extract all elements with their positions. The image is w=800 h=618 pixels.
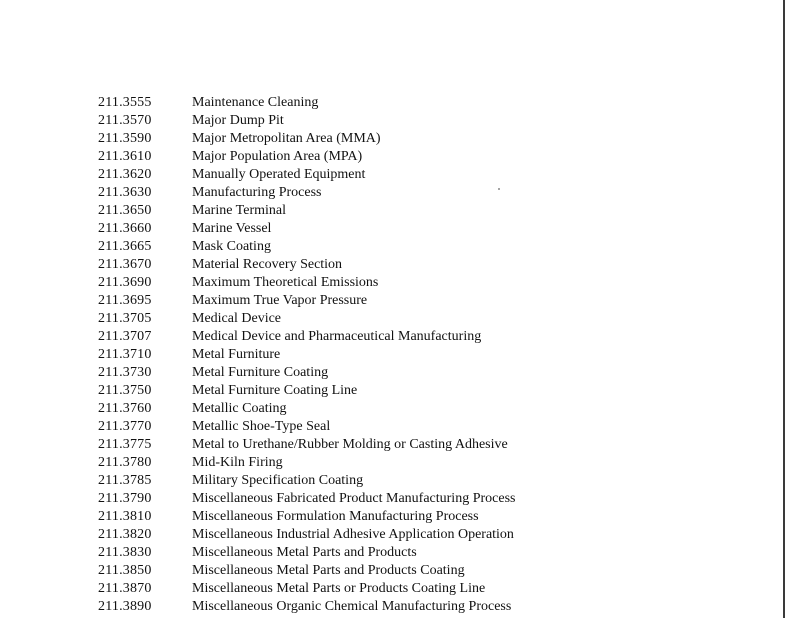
section-number: 211.3610 xyxy=(98,149,152,164)
defined-term: Miscellaneous Industrial Adhesive Application Operation xyxy=(192,527,514,542)
defined-term: Miscellaneous Organic Chemical Manufacturing Process xyxy=(192,599,512,614)
defined-term: Marine Terminal xyxy=(192,203,287,218)
section-number: 211.3890 xyxy=(98,599,152,614)
defined-term: Metal Furniture Coating xyxy=(192,365,329,380)
section-number: 211.3785 xyxy=(98,473,152,488)
definition-entry xyxy=(0,418,780,436)
definition-entry xyxy=(0,292,780,310)
definition-entry xyxy=(0,436,780,454)
definition-entry xyxy=(0,256,780,274)
definition-entry xyxy=(0,364,780,382)
defined-term: Maintenance Cleaning xyxy=(192,95,319,110)
defined-term: Material Recovery Section xyxy=(192,257,343,272)
section-number: 211.3780 xyxy=(98,455,152,470)
defined-term: Maximum Theoretical Emissions xyxy=(192,275,379,290)
defined-term: Metallic Coating xyxy=(192,401,287,416)
definition-entry xyxy=(0,562,780,580)
definition-entry xyxy=(0,238,780,256)
defined-term: Mid-Kiln Firing xyxy=(192,455,283,470)
section-number: 211.3750 xyxy=(98,383,152,398)
defined-term: Medical Device xyxy=(192,311,282,326)
defined-term: Major Metropolitan Area (MMA) xyxy=(192,131,381,146)
defined-term: Manually Operated Equipment xyxy=(192,167,366,182)
defined-term: Maximum True Vapor Pressure xyxy=(192,293,368,308)
section-number: 211.3570 xyxy=(98,113,152,128)
section-number: 211.3820 xyxy=(98,527,152,542)
defined-term: Metal to Urethane/Rubber Molding or Casting Adhesive xyxy=(192,437,508,452)
defined-term: Miscellaneous Metal Parts and Products xyxy=(192,545,417,560)
definition-entry xyxy=(0,454,780,472)
definition-entry xyxy=(0,166,780,184)
definition-entry xyxy=(0,220,780,238)
section-number: 211.3710 xyxy=(98,347,152,362)
defined-term: Metal Furniture Coating Line xyxy=(192,383,358,398)
section-number: 211.3705 xyxy=(98,311,152,326)
definition-entry xyxy=(0,310,780,328)
definition-entry xyxy=(0,184,780,202)
definition-entry xyxy=(0,490,780,508)
defined-term: Metallic Shoe-Type Seal xyxy=(192,419,331,434)
defined-term: Miscellaneous Metal Parts or Products Coating Line xyxy=(192,581,486,596)
section-number: 211.3775 xyxy=(98,437,152,452)
defined-term: Marine Vessel xyxy=(192,221,272,236)
definition-entry xyxy=(0,382,780,400)
section-number: 211.3690 xyxy=(98,275,152,290)
section-number: 211.3590 xyxy=(98,131,152,146)
defined-term: Medical Device and Pharmaceutical Manufacturing xyxy=(192,329,482,344)
definition-entry xyxy=(0,508,780,526)
section-number: 211.3830 xyxy=(98,545,152,560)
definition-entry xyxy=(0,526,780,544)
definition-entry xyxy=(0,472,780,490)
definition-entry xyxy=(0,274,780,292)
definition-entry xyxy=(0,580,780,598)
section-number: 211.3695 xyxy=(98,293,152,308)
defined-term: Major Population Area (MPA) xyxy=(192,149,363,164)
section-number: 211.3707 xyxy=(98,329,152,344)
section-number: 211.3660 xyxy=(98,221,152,236)
section-number: 211.3810 xyxy=(98,509,152,524)
section-number: 211.3670 xyxy=(98,257,152,272)
section-number: 211.3650 xyxy=(98,203,152,218)
section-number: 211.3665 xyxy=(98,239,152,254)
scan-edge-line xyxy=(783,0,785,618)
defined-term: Miscellaneous Fabricated Product Manufacturing Process xyxy=(192,491,516,506)
definition-entry xyxy=(0,328,780,346)
definition-entry xyxy=(0,112,780,130)
defined-term: Metal Furniture xyxy=(192,347,281,362)
defined-term: Miscellaneous Metal Parts and Products Coating xyxy=(192,563,465,578)
definition-entry xyxy=(0,346,780,364)
definition-entry xyxy=(0,598,780,616)
section-number: 211.3770 xyxy=(98,419,152,434)
defined-term: Military Specification Coating xyxy=(192,473,364,488)
defined-term: Major Dump Pit xyxy=(192,113,284,128)
section-number: 211.3850 xyxy=(98,563,152,578)
section-number: 211.3790 xyxy=(98,491,152,506)
section-number: 211.3555 xyxy=(98,95,152,110)
definition-entry xyxy=(0,202,780,220)
defined-term: Manufacturing Process xyxy=(192,185,322,200)
section-number: 211.3620 xyxy=(98,167,152,182)
section-number: 211.3760 xyxy=(98,401,152,416)
section-number: 211.3730 xyxy=(98,365,152,380)
definition-entry xyxy=(0,130,780,148)
section-number: 211.3870 xyxy=(98,581,152,596)
definition-entry xyxy=(0,400,780,418)
definition-entry xyxy=(0,148,780,166)
definitions-index-list xyxy=(0,94,780,616)
defined-term: Miscellaneous Formulation Manufacturing Process xyxy=(192,509,479,524)
definition-entry xyxy=(0,544,780,562)
definition-entry xyxy=(0,94,780,112)
section-number: 211.3630 xyxy=(98,185,152,200)
defined-term: Mask Coating xyxy=(192,239,271,254)
